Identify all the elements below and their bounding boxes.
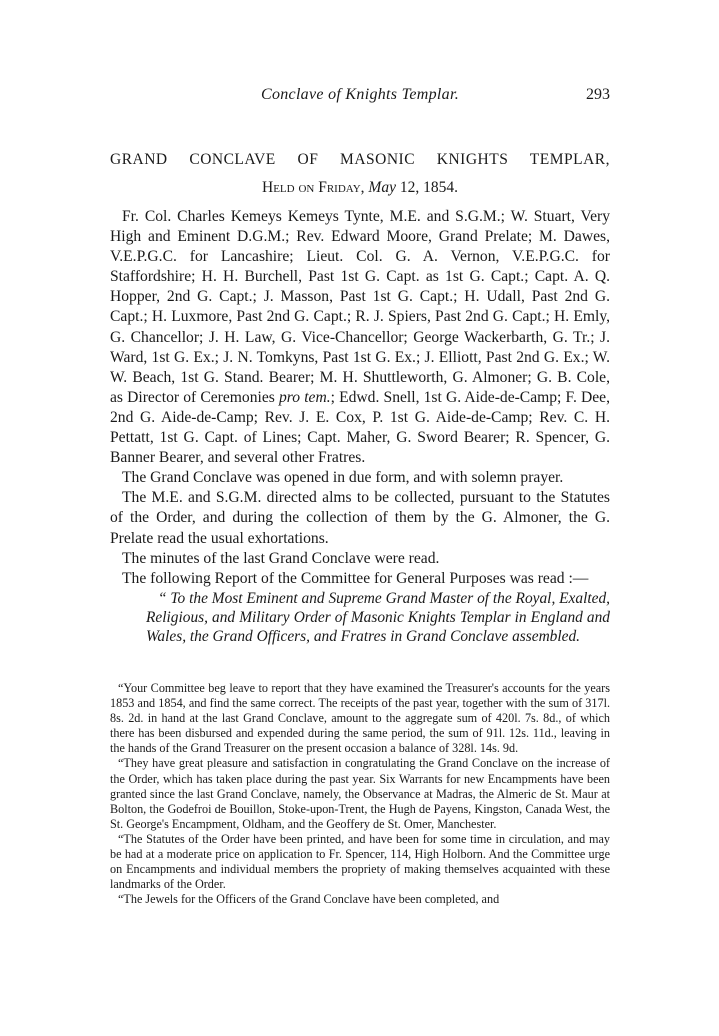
section-heading: GRAND CONCLAVE OF MASONIC KNIGHTS TEMPLAR, [110,151,610,168]
alms-paragraph: The M.E. and S.G.M. directed alms to be collected, pursuant to the Statutes of the Order, and during the collection of them by the G. Almoner, the G. Prelate read the usual exhortations. [110,489,610,547]
minutes-body [110,207,610,647]
page-header [110,86,610,106]
report-address: “ To the Most Eminent and Supreme Grand Master of the Royal, Exalted, Religious, and Military Order of Masonic Knights Templar in England and Wales, the Grand Officers, and Fratres in Grand Conclave assembled. [146,589,610,646]
report-treasurer: “Your Committee beg leave to report that they have examined the Treasurer's accounts for the years 1853 and 1854, and find the same correct. The receipts of the past year, together with the sum of 317l. 8s. 2d. in hand at the last Grand Conclave, amount to the aggregate sum of 420l. 7s. 8d., of which there has been disbursed and expended during the same period, the sum of 91l. 12s. 11d., leaving in the hands of the Grand Treasurer on the present occasion a balance of 328l. 14s. 9d. [110,681,610,756]
book-page [110,0,610,1036]
report-warrants: “They have great pleasure and satisfaction in congratulating the Grand Conclave on the increase of the Order, which has taken place during the past year. Six Warrants for new Encampments have been granted since the last Grand Conclave, namely, the Observance at Madras, the Almeric de St. Maur at Bolton, the Godefroi de Bouillon, Stoke-upon-Trent, the Hugh de Payens, Kingston, Canada West, the St. George's Encampment, Oldham, and the Geoffery de St. Omer, Manchester. [110,756,610,831]
date-prefix: Held on Friday, [262,179,365,196]
attendees-paragraph [110,207,610,468]
running-title: Conclave of Knights Templar. [260,86,460,103]
minutes-paragraph: The minutes of the last Grand Conclave were read. [122,549,440,567]
opening-paragraph: The Grand Conclave was opened in due form, and with solemn prayer. [122,469,564,487]
attendees-text-a: Fr. Col. Charles Kemeys Kemeys Tynte, M.E. and S.G.M.; W. Stuart, Very High and Eminent D.G.M.; Rev. Edward Moore, Grand Prelate; M. Dawes, V.E.P.G.C. for Lancashire; Lieut. Col. G. A. Vernon, V.E.P.G.C. for Staffordshire; H. H. Burchell, Past 1st G. Capt. as 1st G. Capt.; Capt. A. Q. Hopper, 2nd G. Capt.; J. Masson, Past 1st G. Capt.; H. Udall, Past 2nd G. Capt.; H. Luxmore, Past 2nd G. Capt.; R. J. Spiers, Past 2nd G. Capt.; H. Emly, G. Chancellor; J. H. Law, G. Vice-Chancellor; George Wackerbarth, G. Tr.; J. Ward, 1st G. Ex.; J. N. Tomkyns, Past 1st G. Ex.; J. Elliott, Past 2nd G. Ex.; W. W. Beach, 1st G. Stand. Bearer; M. H. Shuttleworth, G. Almoner; G. B. Cole, as Director of Ceremonies [110,208,610,406]
attendees-italic: pro tem. [278,388,331,406]
meeting-date [110,179,610,197]
date-suffix: 12, 1854. [399,179,458,196]
date-month: May [368,179,396,196]
report-intro-paragraph: The following Report of the Committee for General Purposes was read :— [122,569,589,587]
attendees-text-b: ; Edwd. Snell, 1st G. Aide-de-Camp; F. Dee, 2nd G. Aide-de-Camp; Rev. J. E. Cox, P. 1st G. Aide-de-Camp; Rev. C. H. Pettatt, 1st G. Capt. of Lines; Capt. Maher, G. Sword Bearer; R. Spencer, G. Banner Bearer, and several other Fratres. [110,388,610,467]
report-statutes: “The Statutes of the Order have been printed, and have been for some time in circulation, and may be had at a moderate price on application to Fr. Spencer, 114, High Holborn. And the Committee urge on Encampments and individual members the propriety of making themselves acquainted with these landmarks of the Order. [110,831,610,892]
page-number: 293 [586,86,610,103]
committee-report [110,681,610,907]
report-jewels: “The Jewels for the Officers of the Grand Conclave have been completed, and [118,892,500,907]
